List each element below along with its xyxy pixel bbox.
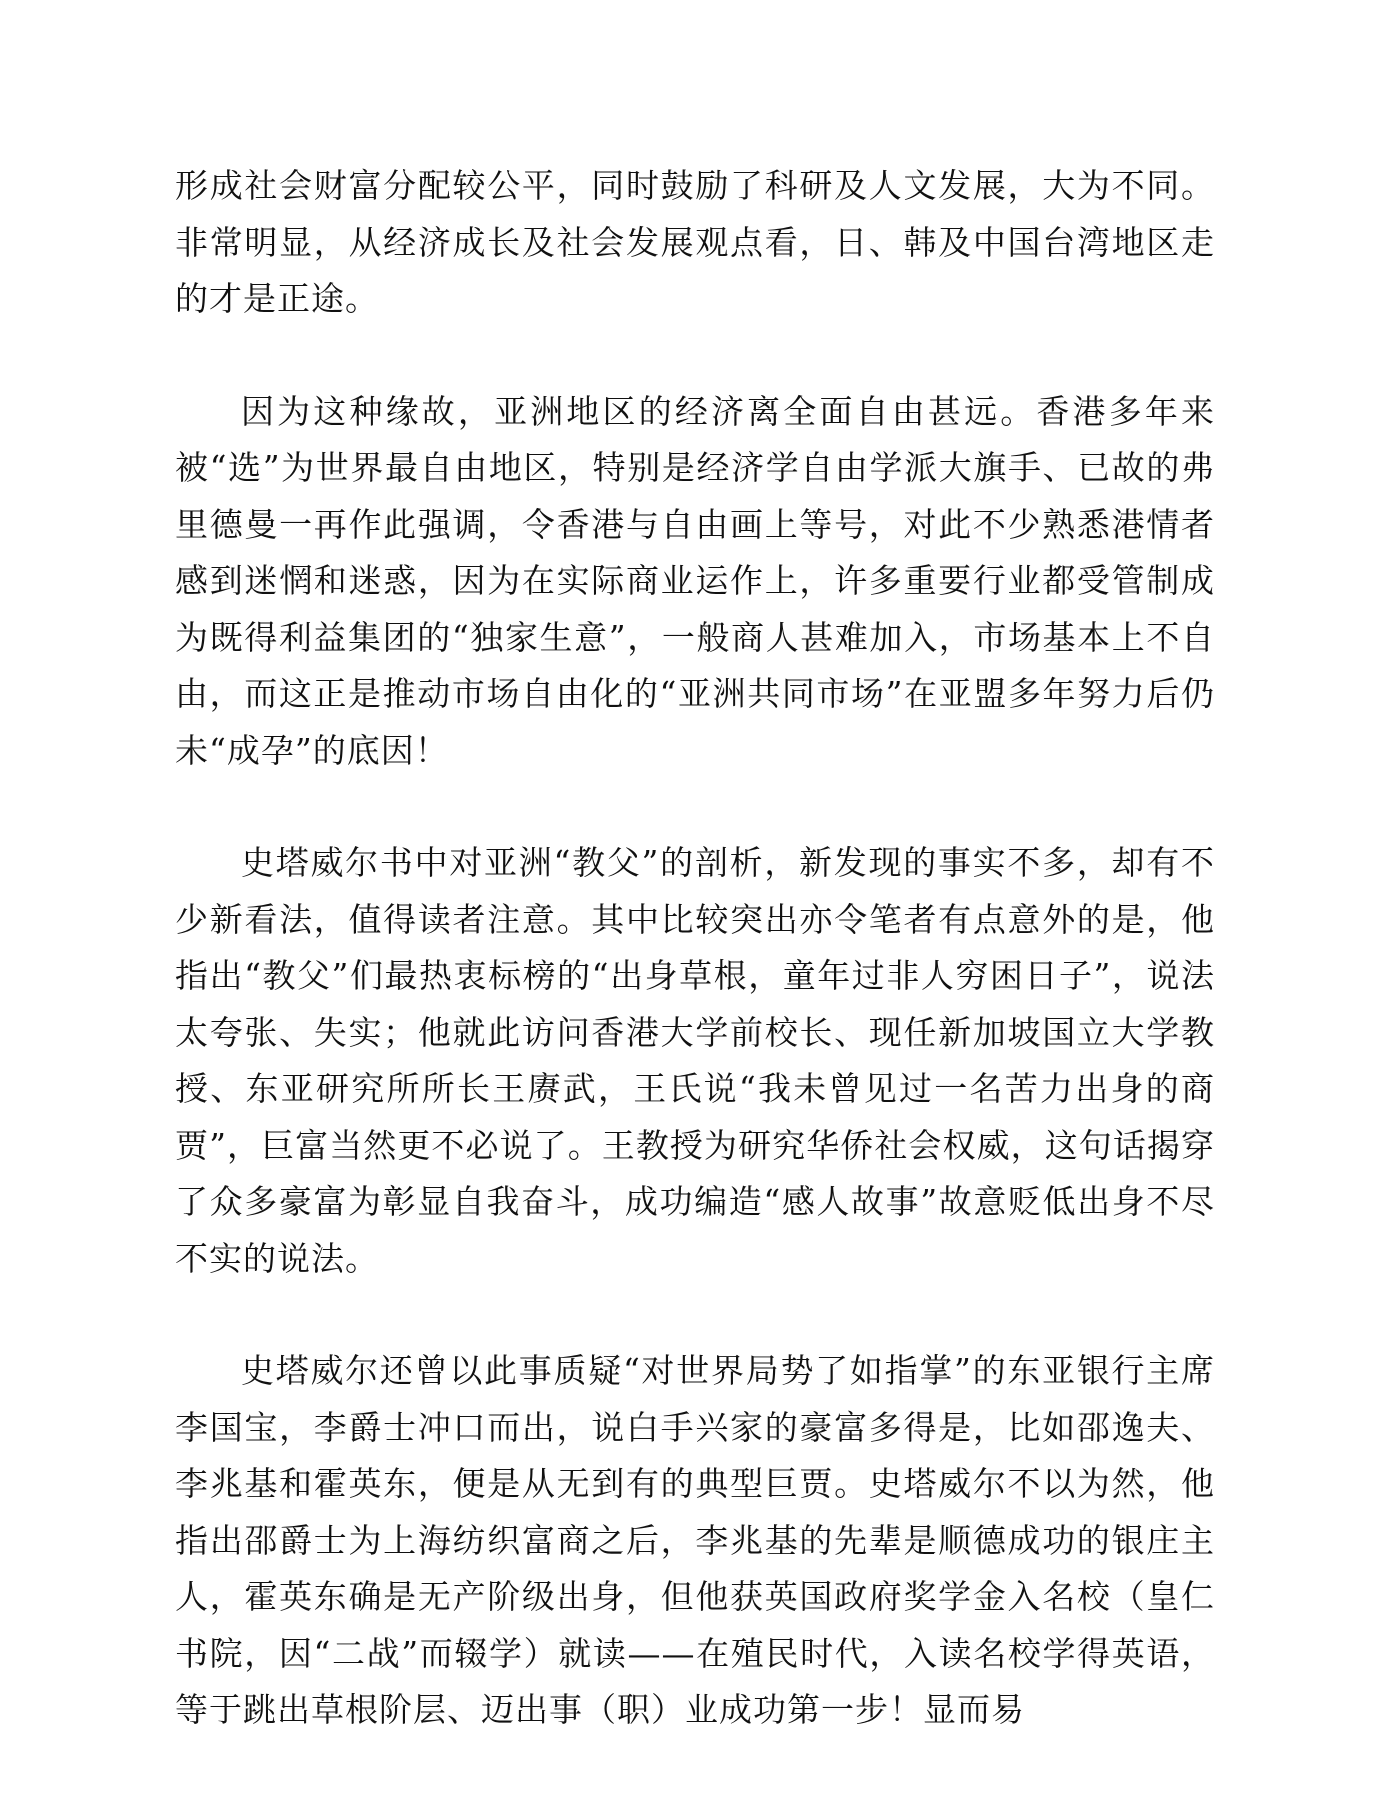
paragraph-1: 形成社会财富分配较公平，同时鼓励了科研及人文发展，大为不同。非常明显，从经济成长及社会发展观点看，日、韩及中国台湾地区走的才是正途。 [175,166,1215,318]
paragraph-4: 史塔威尔还曾以此事质疑“对世界局势了如指掌”的东亚银行主席李国宝，李爵士冲口而出，说白手兴家的豪富多得是，比如邵逸夫、李兆基和霍英东，便是从无到有的典型巨贾。史塔威尔不以为然，他指出邵爵士为上海纺织富商之后，李兆基的先辈是顺德成功的银庄主人，霍英东确是无产阶级出身，但他获英国政府奖学金入名校（皇仁书院，因“二战”而辍学）就读——在殖民时代，入读名校学得英语，等于跳出草根阶层、迈出事（职）业成功第一步！显而易 [175,1351,1215,1729]
document-page [175,158,1215,1739]
paragraph-3: 史塔威尔书中对亚洲“教父”的剖析，新发现的事实不多，却有不少新看法，值得读者注意。其中比较突出亦令笔者有点意外的是，他指出“教父”们最热衷标榜的“出身草根，童年过非人穷困日子”，说法太夸张、失实；他就此访问香港大学前校长、现任新加坡国立大学教授、东亚研究所所长王赓武，王氏说“我未曾见过一名苦力出身的商贾”，巨富当然更不必说了。王教授为研究华侨社会权威，这句话揭穿了众多豪富为彰显自我奋斗，成功编造“感人故事”故意贬低出身不尽不实的说法。 [175,843,1215,1278]
paragraph-2: 因为这种缘故，亚洲地区的经济离全面自由甚远。香港多年来被“选”为世界最自由地区，特别是经济学自由学派大旗手、已故的弗里德曼一再作此强调，令香港与自由画上等号，对此不少熟悉港情者感到迷惘和迷惑，因为在实际商业运作上，许多重要行业都受管制成为既得利益集团的“独家生意”，一般商人甚难加入，市场基本上不自由，而这正是推动市场自由化的“亚洲共同市场”在亚盟多年努力后仍未“成孕”的底因！ [175,391,1215,770]
